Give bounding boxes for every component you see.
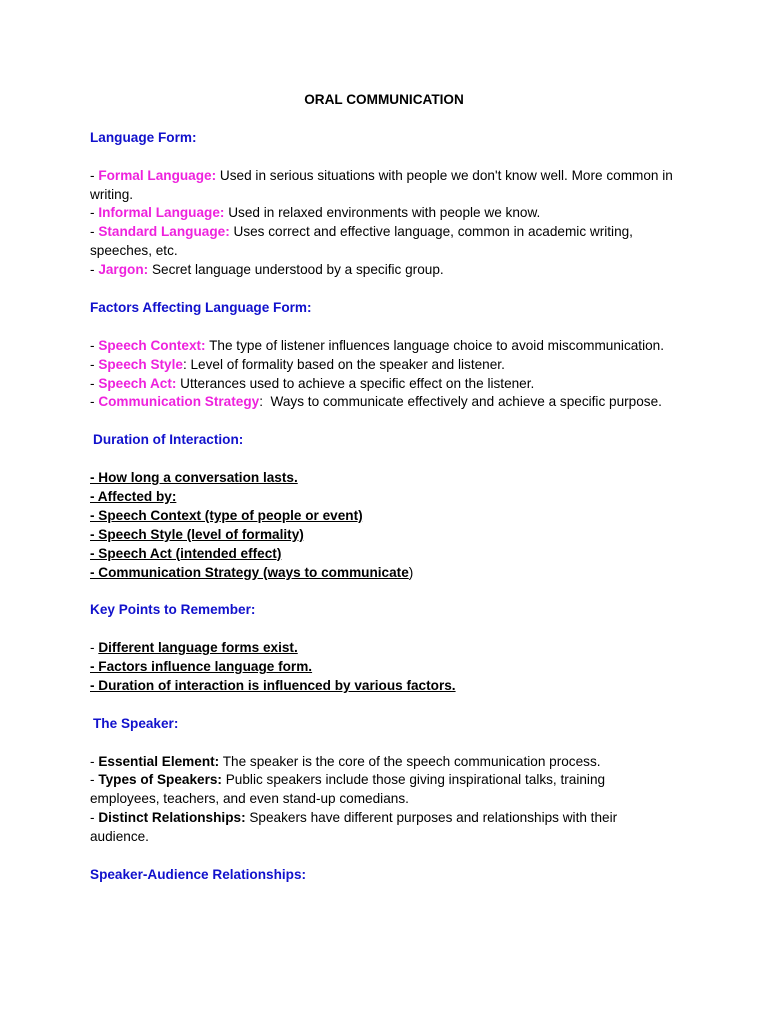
section-heading-key-points: Key Points to Remember: (90, 602, 256, 618)
term-types-of-speakers: Types of Speakers: (98, 772, 222, 788)
list-item-speech-style (90, 356, 690, 375)
spacer (90, 696, 690, 715)
spacer (90, 847, 690, 866)
section-heading-duration: Duration of Interaction: (93, 432, 244, 448)
spacer (90, 582, 690, 601)
item-prefix: - (90, 205, 99, 221)
list-item-essential-element (90, 753, 690, 772)
item-prefix: - (90, 356, 99, 372)
item-prefix: - (90, 810, 99, 826)
list-item-communication-strategy (90, 393, 690, 412)
item-text: The speaker is the core of the speech communication process. (219, 753, 601, 769)
item-prefix: - (90, 640, 99, 656)
section-heading-speaker-audience: Speaker-Audience Relationships: (90, 866, 307, 882)
item-text: The type of listener influences language choice to avoid miscommunication. (205, 337, 664, 353)
item-text: Public speakers include those giving inspirational talks, training employees, teachers, and even stand-up comedians. (90, 772, 606, 807)
item-prefix: - (90, 753, 99, 769)
spacer (90, 450, 690, 469)
term-speech-act: Speech Act: (98, 375, 177, 391)
list-item-types-of-speakers (90, 771, 630, 809)
spacer (90, 412, 690, 431)
key-point-duration: - Duration of interaction is influenced by various factors. (90, 677, 456, 693)
term-speech-style: Speech Style (98, 356, 183, 372)
term-standard-language: Standard Language: (98, 224, 230, 240)
item-text: Utterances used to achieve a specific effect on the listener. (176, 375, 535, 391)
spacer (90, 280, 690, 299)
item-text: Secret language understood by a specific group. (148, 262, 444, 278)
duration-item-affected-by: - Affected by: (90, 488, 177, 504)
item-prefix: - (90, 394, 99, 410)
term-formal-language: Formal Language: (98, 167, 217, 183)
item-prefix: - (90, 772, 99, 788)
key-point-factors: - Factors influence language form. (90, 659, 313, 675)
term-communication-strategy: Communication Strategy (98, 394, 260, 410)
section-heading-factors: Factors Affecting Language Form: (90, 299, 312, 315)
document-page (90, 91, 690, 885)
spacer (90, 148, 690, 167)
item-prefix: - (90, 337, 99, 353)
item-text: Speakers have different purposes and relationships with their audience. (90, 810, 618, 845)
item-text: : Level of formality based on the speaker and listener. (182, 356, 505, 372)
key-point-language-forms (90, 639, 690, 658)
key-point-text: Different language forms exist. (98, 640, 298, 656)
spacer (90, 734, 690, 753)
term-speech-context: Speech Context: (98, 337, 206, 353)
duration-item-speech-style: - Speech Style (level of formality) (90, 526, 304, 542)
item-prefix: - (90, 224, 99, 240)
spacer (90, 110, 690, 129)
item-text: Uses correct and effective language, common in academic writing, speeches, etc. (90, 224, 633, 259)
duration-item-how-long: - How long a conversation lasts. (90, 470, 298, 486)
duration-item-speech-act: - Speech Act (intended effect) (90, 545, 282, 561)
list-item-distinct-relationships (90, 809, 650, 847)
item-prefix: - (90, 375, 99, 391)
list-item-speech-context (90, 337, 690, 356)
item-text: Used in serious situations with people we don't know well. More common in writing. (90, 167, 673, 202)
section-heading-language-form: Language Form: (90, 129, 197, 145)
term-distinct-relationships: Distinct Relationships: (98, 810, 246, 826)
list-item-standard-language (90, 223, 658, 261)
term-essential-element: Essential Element: (98, 753, 220, 769)
list-item-informal-language (90, 204, 690, 223)
spacer (90, 620, 690, 639)
term-informal-language: Informal Language: (98, 205, 225, 221)
item-text: Used in relaxed environments with people we know. (224, 205, 541, 221)
item-prefix: - (90, 167, 99, 183)
list-item-formal-language (90, 167, 680, 205)
section-heading-speaker: The Speaker: (93, 715, 179, 731)
item-text: : Ways to communicate effectively and achieve a specific purpose. (259, 394, 662, 410)
page-title: ORAL COMMUNICATION (304, 92, 464, 107)
duration-item-speech-context: - Speech Context (type of people or event) (90, 507, 363, 523)
duration-item-communication-strategy-text: - Communication Strategy (ways to communicate (90, 564, 409, 580)
list-item-speech-act (90, 375, 690, 394)
term-jargon: Jargon: (98, 262, 149, 278)
list-item-jargon (90, 261, 690, 280)
spacer (90, 318, 690, 337)
closing-paren: ) (408, 564, 414, 580)
item-prefix: - (90, 262, 99, 278)
duration-item-communication-strategy (90, 564, 690, 583)
